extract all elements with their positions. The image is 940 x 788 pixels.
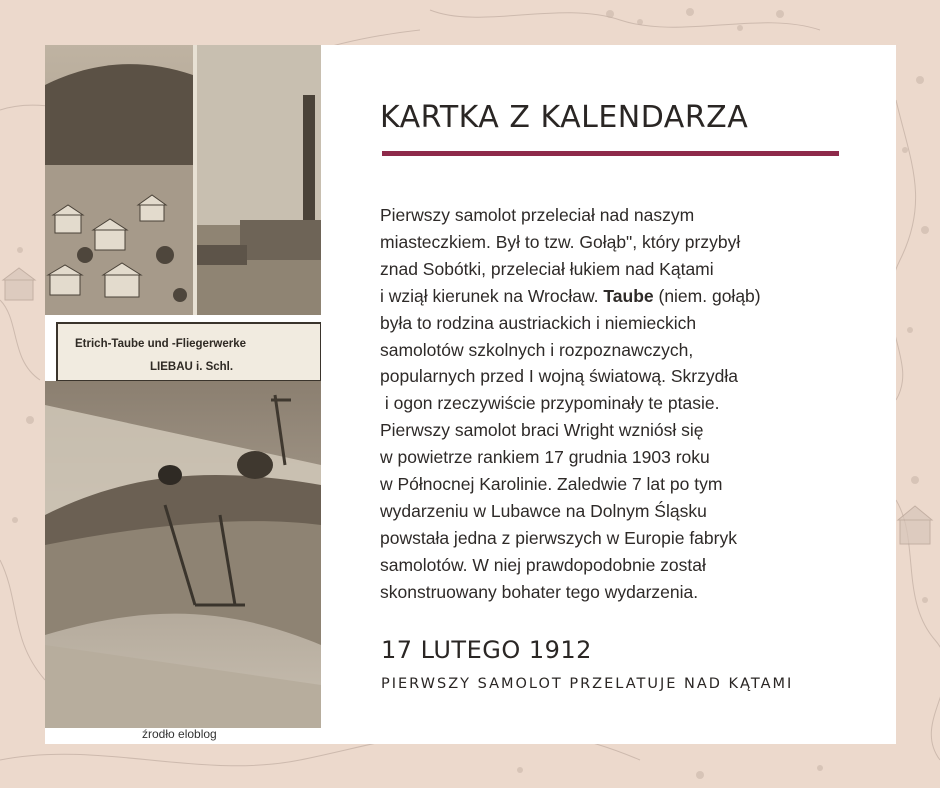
- paragraph-line: w Północnej Karolinie. Zaledwie 7 lat po tym: [380, 474, 723, 495]
- taube-term: Taube: [603, 285, 654, 306]
- source-caption: źrodło eloblog: [142, 727, 217, 741]
- title-underline: [382, 151, 839, 156]
- paragraph-line: Pierwszy samolot przeleciał nad naszym: [380, 205, 695, 225]
- paragraph-line: powstała jedna z pierwszych w Europie fabryk: [380, 527, 737, 548]
- event-subtitle: PIERWSZY SAMOLOT PRZELATUJE NAD KĄTAMI: [381, 676, 794, 692]
- paragraph-line: skonstruowany bohater tego wydarzenia.: [380, 581, 699, 602]
- paragraph-line: znad Sobótki, przeleciał łukiem nad Kątami: [380, 258, 714, 279]
- paragraph-line: miasteczkiem. Był to tzw. Gołąb", który przybył: [380, 231, 741, 252]
- paragraph-line: samolotów szkolnych i rozpoznawczych,: [380, 339, 694, 360]
- paragraph-line: w powietrze rankiem 17 grudnia 1903 roku: [380, 447, 710, 468]
- photo-sign-line1: Etrich-Taube und -Fliegerwerke: [75, 338, 247, 350]
- paragraph-line: była to rodzina austriackich i niemieckich: [380, 312, 697, 333]
- paragraph-text: i wziął kierunek na Wrocław.: [380, 285, 604, 306]
- paragraph-line: Pierwszy samolot braci Wright wzniósł się: [380, 420, 704, 441]
- page-title: KARTKA Z KALENDARZA: [380, 100, 749, 135]
- event-date: 17 LUTEGO 1912: [381, 636, 592, 664]
- paragraph-line: i ogon rzeczywiście przypominały te ptasie.: [380, 393, 720, 414]
- paragraph-line: samolotów. W niej prawdopodobnie został: [380, 554, 706, 575]
- paragraph-text: (niem. gołąb): [653, 285, 761, 306]
- paragraph-line: [380, 283, 860, 310]
- historical-photo: [45, 45, 321, 728]
- paragraph-line: wydarzeniu w Lubawce na Dolnym Śląsku: [380, 500, 707, 521]
- paragraph-line: popularnych przed I wojną światową. Skrzydła: [380, 366, 738, 387]
- article-paragraph: [380, 202, 860, 606]
- photo-sign-line2: LIEBAU i. Schl.: [150, 361, 234, 373]
